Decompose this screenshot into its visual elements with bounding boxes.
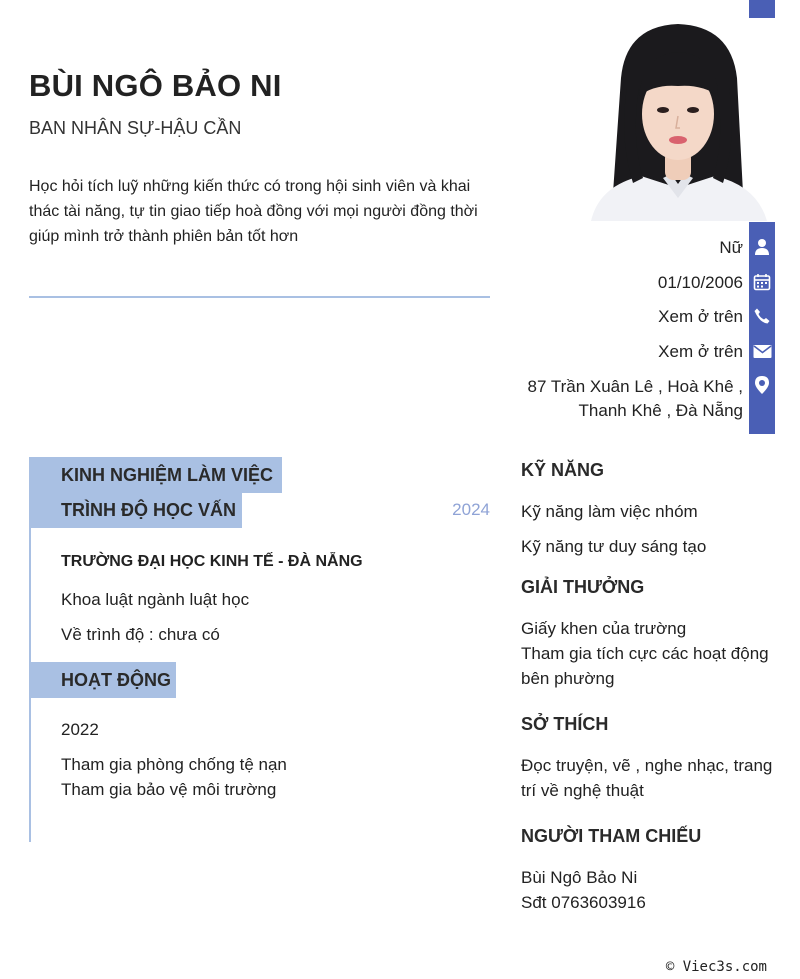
address-line-1: 87 Trần Xuân Lê , Hoà Khê ,	[527, 377, 743, 396]
activity-item: Tham gia phòng chống tệ nạn	[61, 755, 287, 774]
birthday-value: 01/10/2006	[657, 273, 743, 292]
reference-name: Bùi Ngô Bảo Ni	[521, 868, 638, 887]
address-value	[528, 375, 743, 423]
skill-item: Kỹ năng tư duy sáng tạo	[521, 537, 707, 556]
person-icon	[749, 235, 775, 259]
education-school: TRƯỜNG ĐẠI HỌC KINH TẾ - ĐÀ NẴNG	[61, 553, 363, 570]
calendar-icon	[749, 270, 775, 294]
skill-item: Kỹ năng làm việc nhóm	[521, 502, 698, 521]
phone-value: Xem ở trên	[658, 307, 743, 326]
activities-heading: HOẠT ĐỘNG	[29, 662, 176, 698]
watermark: © Viec3s.com	[665, 959, 767, 975]
awards-heading: GIẢI THƯỞNG	[521, 577, 645, 597]
education-heading: TRÌNH ĐỘ HỌC VẤN	[29, 492, 242, 528]
header-divider	[29, 296, 490, 298]
gender-value: Nữ	[719, 238, 743, 257]
activity-item: Tham gia bảo vệ môi trường	[61, 780, 277, 799]
phone-icon	[749, 304, 775, 328]
candidate-name: BÙI NGÔ BẢO NI	[29, 68, 282, 103]
activities-year: 2022	[61, 720, 99, 739]
experience-heading: KINH NGHIỆM LÀM VIỆC	[29, 457, 282, 493]
hobbies-text: Đọc truyện, vẽ , nghe nhạc, trang trí về nghệ thuật	[521, 756, 773, 800]
education-major: Khoa luật ngành luật học	[61, 590, 250, 609]
award-item: Giấy khen của trường	[521, 619, 687, 638]
education-year: 2024	[452, 500, 490, 519]
candidate-position: BAN NHÂN SỰ-HẬU CẦN	[29, 118, 242, 138]
career-summary: Học hỏi tích luỹ những kiến thức có trong hội sinh viên và khai thác tài năng, tự tin giao tiếp hoà đồng với mọi người đồng thời giúp mình trở thành phiên bản tốt hơn	[29, 178, 478, 245]
hobbies-heading: SỞ THÍCH	[521, 714, 609, 734]
profile-photo	[581, 18, 775, 221]
award-item: Tham gia tích cực các hoạt động bên phường	[521, 644, 769, 688]
skills-heading: KỸ NĂNG	[521, 460, 605, 480]
email-value: Xem ở trên	[658, 342, 743, 361]
reference-phone: Sđt 0763603916	[521, 893, 646, 912]
references-heading: NGƯỜI THAM CHIẾU	[521, 826, 702, 846]
location-icon	[749, 373, 775, 397]
mail-icon	[749, 339, 775, 363]
education-level: Về trình độ : chưa có	[61, 625, 220, 644]
address-line-2: Thanh Khê , Đà Nẵng	[578, 401, 743, 420]
